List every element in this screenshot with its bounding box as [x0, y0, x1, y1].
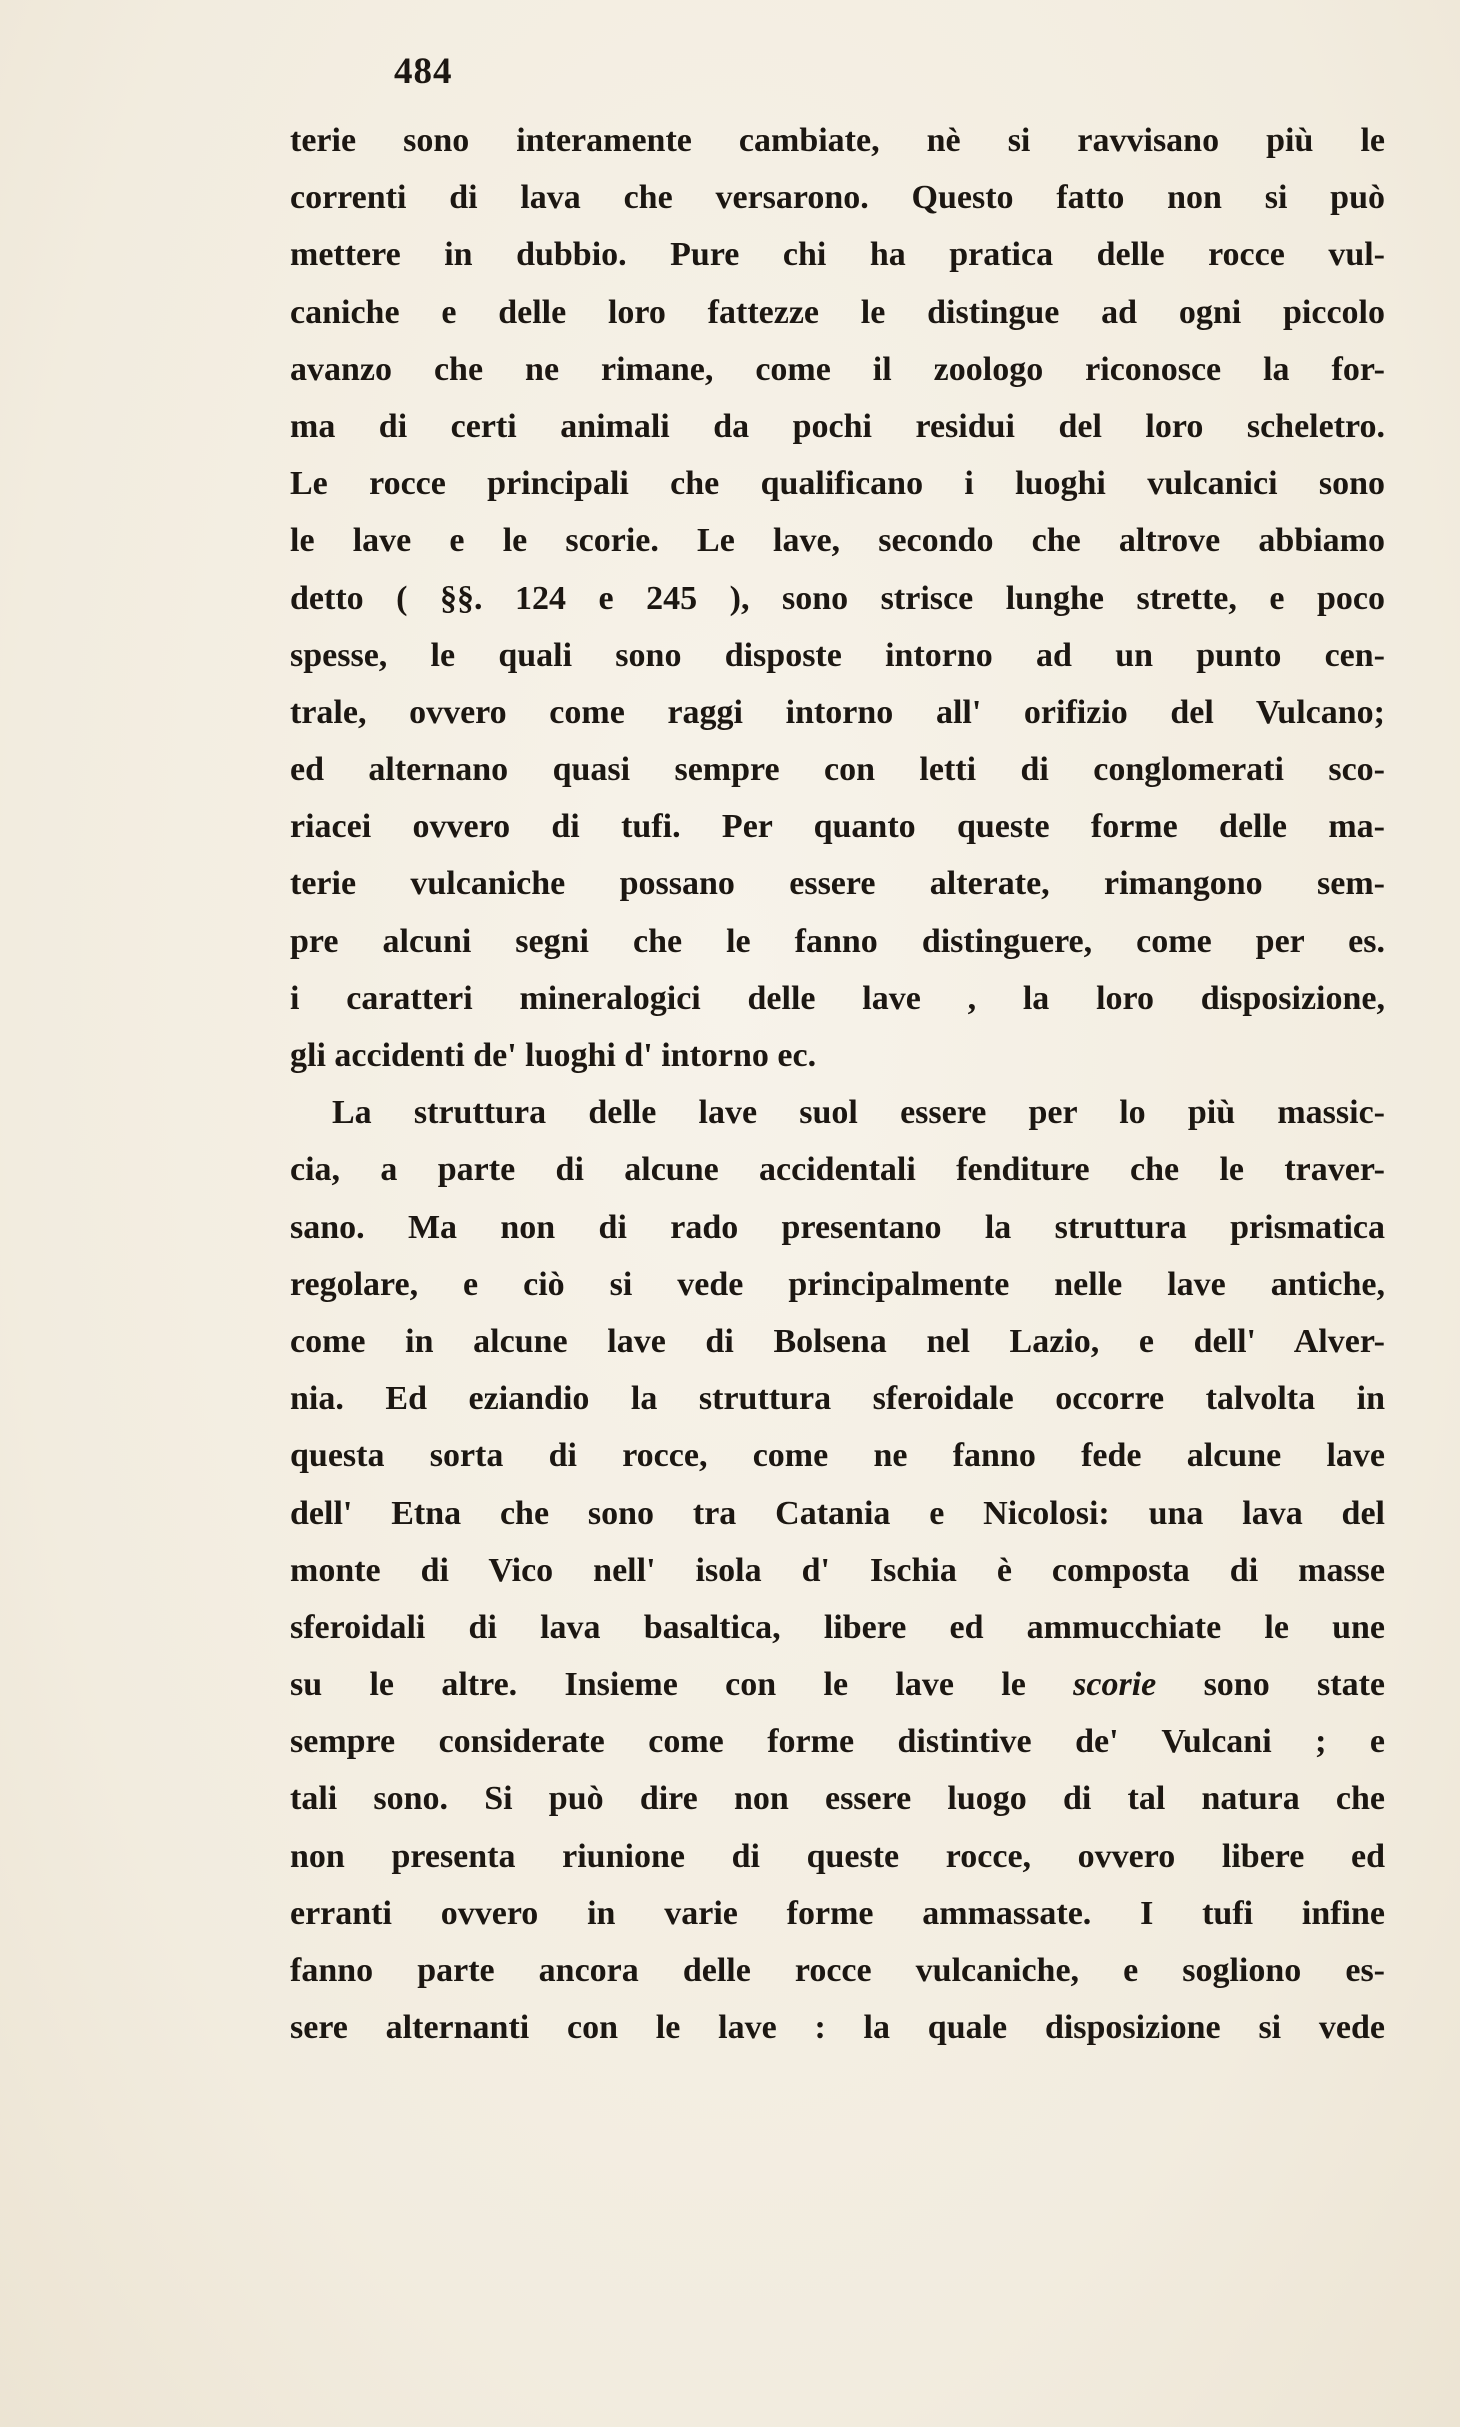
text-line: i caratteri mineralogici delle lave , la loro disposizione, [290, 979, 1385, 1017]
text-line: tali sono. Si può dire non essere luogo di tal natura che [290, 1780, 1385, 1818]
text-line: ed alternano quasi sempre con letti di conglomerati sco- [290, 751, 1385, 789]
text-line: non presenta riunione di queste rocce, ovvero libere ed [290, 1837, 1385, 1875]
text-line: sferoidali di lava basaltica, libere ed ammucchiate le une [290, 1608, 1385, 1646]
text-line: fanno parte ancora delle rocce vulcaniche, e sogliono es- [290, 1952, 1385, 1989]
text-line: riacei ovvero di tufi. Per quanto queste forme delle ma- [290, 808, 1385, 846]
italic-term: scorie [1073, 1666, 1157, 1704]
text-line: monte di Vico nell' isola d' Ischia è composta di masse [290, 1551, 1385, 1589]
text-line: terie vulcaniche possano essere alterate, rimangono sem- [290, 865, 1385, 903]
text-line: questa sorta di rocce, come ne fanno fede alcune lave [290, 1437, 1385, 1475]
text-line: come in alcune lave di Bolsena nel Lazio, e dell' Alver- [290, 1322, 1385, 1360]
text-line: nia. Ed eziandio la struttura sferoidale occorre talvolta in [290, 1380, 1385, 1418]
text-segment: sono state [1203, 1666, 1385, 1704]
text-line: caniche e delle loro fattezze le distingue ad ogni piccolo [290, 293, 1385, 331]
text-line: sempre considerate come forme distintive de' Vulcani ; e [290, 1723, 1385, 1761]
text-line: dell' Etna che sono tra Catania e Nicolosi: una lava del [290, 1494, 1385, 1532]
text-line-with-italic [290, 1656, 1385, 1713]
text-line: erranti ovvero in varie forme ammassate. I tufi infine [290, 1894, 1385, 1932]
text-line: terie sono interamente cambiate, nè si ravvisano più le [290, 122, 1385, 159]
text-line: sano. Ma non di rado presentano la struttura prismatica [290, 1208, 1385, 1246]
text-line: trale, ovvero come raggi intorno all' orifizio del Vulcano; [290, 693, 1385, 731]
text-line: detto ( §§. 124 e 245 ), sono strisce lunghe strette, e poco [290, 579, 1385, 617]
text-line: mettere in dubbio. Pure chi ha pratica delle rocce vul- [290, 236, 1385, 274]
text-line: regolare, e ciò si vede principalmente nelle lave antiche, [290, 1265, 1385, 1303]
text-line: le lave e le scorie. Le lave, secondo che altrove abbiamo [290, 522, 1385, 560]
text-line: ma di certi animali da pochi residui del loro scheletro. [290, 407, 1385, 445]
text-segment: su le altre. Insieme con le lave le [290, 1666, 1026, 1704]
text-line: sere alternanti con le lave : la quale disposizione si vede [290, 2009, 1385, 2047]
paragraph-end-line: gli accidenti de' luoghi d' intorno ec. [290, 1037, 817, 1074]
body-text [290, 112, 1385, 2056]
text-line: spesse, le quali sono disposte intorno ad un punto cen- [290, 636, 1385, 674]
text-line: correnti di lava che versarono. Questo fatto non si può [290, 179, 1385, 217]
text-line: pre alcuni segni che le fanno distinguere, come per es. [290, 922, 1385, 960]
text-line: cia, a parte di alcune accidentali fenditure che le traver- [290, 1151, 1385, 1189]
page-number: 484 [394, 51, 453, 92]
paragraph-start-line: La struttura delle lave suol essere per lo più massic- [332, 1094, 1385, 1132]
text-line: avanzo che ne rimane, come il zoologo riconosce la for- [290, 350, 1385, 388]
text-line: Le rocce principali che qualificano i luoghi vulcanici sono [290, 465, 1385, 503]
